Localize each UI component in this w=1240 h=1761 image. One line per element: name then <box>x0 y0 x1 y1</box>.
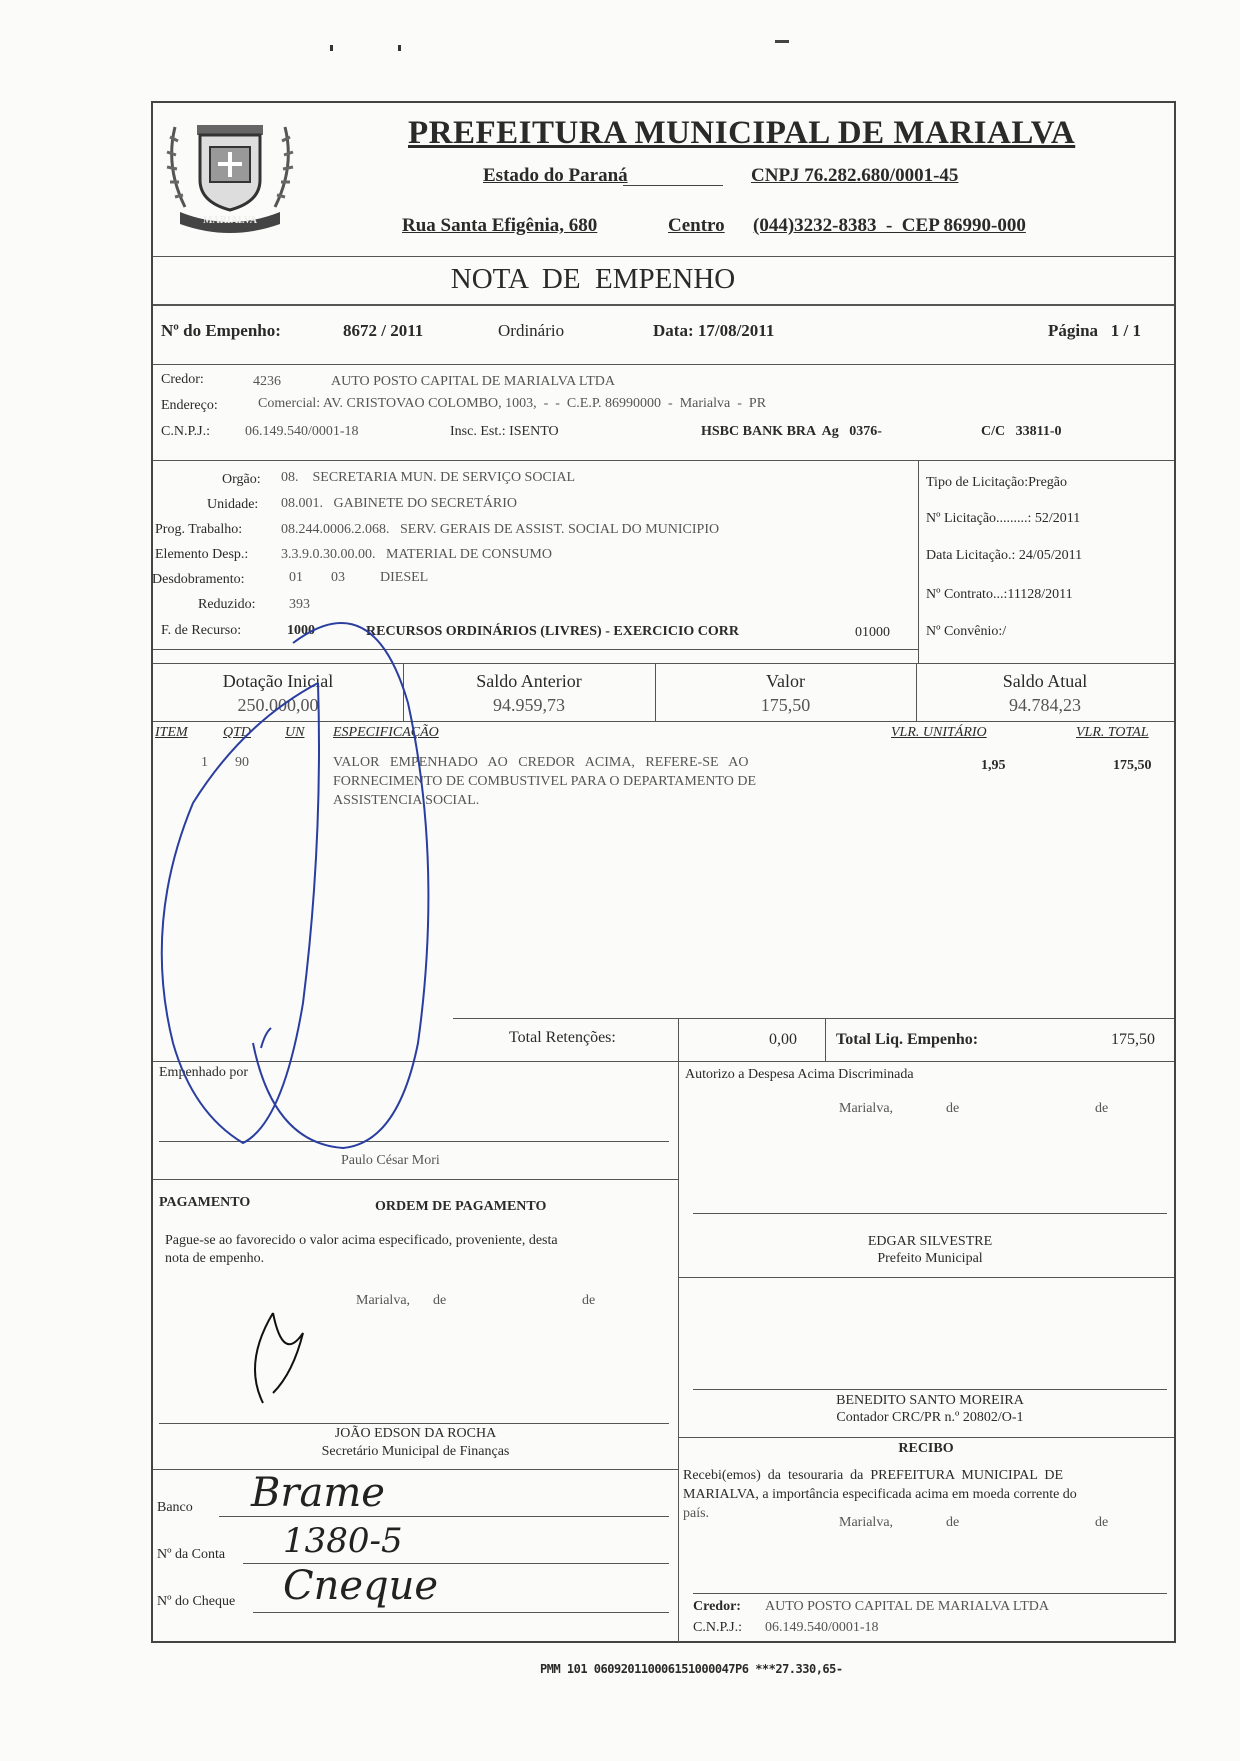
recurso-value: RECURSOS ORDINÁRIOS (LIVRES) - EXERCICIO CORR <box>366 624 739 639</box>
total-retencoes-value: 0,00 <box>769 1031 797 1048</box>
orgao-label: Orgão: <box>222 472 261 487</box>
numero-convenio: Nº Convênio:/ <box>926 624 1007 639</box>
header-phone-cep: (044)3232-8383 - CEP 86990-000 <box>753 215 1026 236</box>
item-qtd: 90 <box>235 755 249 770</box>
col-qtd: QTD <box>223 725 252 740</box>
desdobramento-value: 01 03 DIESEL <box>289 570 429 585</box>
nota-de-empenho-form <box>151 101 1176 1643</box>
scan-mark <box>330 45 333 51</box>
unidade-label: Unidade: <box>207 497 259 512</box>
recibo-de1: de <box>946 1515 960 1530</box>
autorizo-de1: de <box>946 1101 960 1116</box>
recurso-code: 1000 <box>287 623 315 638</box>
autorizo-place: Marialva, <box>839 1101 894 1116</box>
recibo-de2: de <box>1095 1515 1109 1530</box>
conta-label: Nº da Conta <box>157 1547 226 1562</box>
address-label: Endereço: <box>161 398 218 413</box>
recibo-credor-value: AUTO POSTO CAPITAL DE MARIALVA LTDA <box>765 1599 1049 1614</box>
col-vlr-unitario: VLR. UNITÁRIO <box>891 725 987 740</box>
desdobramento-label: Desdobramento: <box>152 572 245 587</box>
reduzido-value: 393 <box>289 597 310 612</box>
credor-insc: Insc. Est.: ISENTO <box>450 424 559 439</box>
empenho-number: 8672 / 2011 <box>343 321 424 340</box>
contador-name: BENEDITO SANTO MOREIRA <box>836 1393 1024 1408</box>
recibo-credor-label: Credor: <box>693 1599 741 1614</box>
item-desc-line1: VALOR EMPENHADO AO CREDOR ACIMA, REFERE-SE AO <box>333 755 749 770</box>
empenhado-label: Empenhado por <box>159 1065 249 1080</box>
pagamento-de2: de <box>582 1293 596 1308</box>
credor-code: 4236 <box>253 374 281 389</box>
contador-role: Contador CRC/PR n.º 20802/O-1 <box>836 1410 1024 1425</box>
cheque-handwritten: Cneque <box>283 1563 439 1609</box>
elemento-label: Elemento Desp.: <box>155 547 249 562</box>
pagamento-text-line1: Pague-se ao favorecido o valor acima especificado, proveniente, desta <box>165 1233 558 1248</box>
col-item: ITEM <box>155 725 188 740</box>
scan-mark <box>398 45 401 51</box>
footer-code: PMM 101 060920110006151000047P6 ***27.330,65- <box>540 1662 843 1676</box>
balance-dotacao-value: 250.000,00 <box>237 695 319 715</box>
autorizo-role: Prefeito Municipal <box>877 1251 983 1266</box>
col-un: UN <box>285 725 305 740</box>
reduzido-label: Reduzido: <box>198 597 256 612</box>
balance-valor-label: Valor <box>766 671 805 691</box>
balance-anterior-value: 94.959,73 <box>493 695 565 715</box>
item-desc-line3: ASSISTENCIA SOCIAL. <box>333 793 480 808</box>
numero-licitacao: Nº Licitação.........: 52/2011 <box>926 511 1081 526</box>
pagamento-role: Secretário Municipal de Finanças <box>321 1444 510 1459</box>
prog-label: Prog. Trabalho: <box>155 522 243 537</box>
balance-dotacao-label: Dotação Inicial <box>222 671 334 691</box>
total-liquido-value: 175,50 <box>1111 1031 1155 1048</box>
pagamento-place: Marialva, <box>356 1293 411 1308</box>
autorizo-name: EDGAR SILVESTRE <box>867 1234 993 1249</box>
recibo-cnpj-value: 06.149.540/0001-18 <box>765 1620 879 1635</box>
empenho-page: Página 1 / 1 <box>1048 321 1142 340</box>
balance-atual-label: Saldo Atual <box>1002 671 1088 691</box>
item-unit-value: 1,95 <box>981 758 1006 773</box>
header-state-line <box>623 185 723 186</box>
empenhado-name: Paulo César Mori <box>341 1153 440 1168</box>
item-total-value: 175,50 <box>1113 758 1152 773</box>
data-licitacao: Data Licitação.: 24/05/2011 <box>926 548 1083 563</box>
recibo-text-line2: MARIALVA, a importância especificada acima em moeda corrente do <box>683 1487 1077 1502</box>
balance-anterior-label: Saldo Anterior <box>476 671 582 691</box>
credor-cc: C/C 33811-0 <box>981 424 1062 439</box>
recibo-cnpj-label: C.N.P.J.: <box>693 1620 743 1635</box>
col-especificacao: ESPECIFICAÇÃO <box>333 725 439 740</box>
empenho-type: Ordinário <box>498 321 565 340</box>
recibo-place: Marialva, <box>839 1515 894 1530</box>
col-vlr-total: VLR. TOTAL <box>1076 725 1149 740</box>
credor-address: Comercial: AV. CRISTOVAO COLOMBO, 1003, - - C.E.P. 86990000 - Marialva - PR <box>258 396 767 411</box>
recibo-text-line1: Recebi(emos) da tesouraria da PREFEITURA MUNICIPAL DE <box>683 1468 1064 1483</box>
autorizo-label: Autorizo a Despesa Acima Discriminada <box>685 1067 914 1082</box>
balance-valor-value: 175,50 <box>760 695 811 715</box>
banco-handwritten: Brame <box>251 1470 385 1516</box>
balance-atual-value: 94.784,23 <box>1009 695 1081 715</box>
pagamento-name: JOÃO EDSON DA ROCHA <box>334 1426 497 1441</box>
header-title: PREFEITURA MUNICIPAL DE MARIALVA <box>408 115 1076 151</box>
credor-bank: HSBC BANK BRA Ag 0376- <box>701 424 882 439</box>
numero-contrato: Nº Contrato...:11128/2011 <box>926 587 1073 602</box>
scan-mark <box>775 40 789 43</box>
conta-handwritten: 1380-5 <box>283 1521 403 1561</box>
credor-cnpj: 06.149.540/0001-18 <box>245 424 359 439</box>
ordem-pagamento-title: ORDEM DE PAGAMENTO <box>375 1199 547 1214</box>
item-desc-line2: FORNECIMENTO DE COMBUSTIVEL PARA O DEPARTAMENTO DE <box>333 774 757 789</box>
recurso-number: 01000 <box>855 625 890 640</box>
doc-title: NOTA DE EMPENHO <box>450 263 736 295</box>
header-district: Centro <box>668 215 725 236</box>
banco-label: Banco <box>157 1500 193 1515</box>
total-retencoes-label: Total Retenções: <box>509 1029 616 1046</box>
pagamento-label: PAGAMENTO <box>159 1195 251 1210</box>
cnpj-label: C.N.P.J.: <box>161 424 211 439</box>
header-state: Estado do Paraná <box>483 165 628 186</box>
cheque-label: Nº do Cheque <box>157 1594 236 1609</box>
orgao-value: 08. SECRETARIA MUN. DE SERVIÇO SOCIAL <box>281 470 576 485</box>
municipal-crest <box>155 107 305 237</box>
credor-label: Credor: <box>161 372 204 387</box>
pagamento-de1: de <box>433 1293 447 1308</box>
recurso-label: F. de Recurso: <box>161 623 242 638</box>
unidade-value: 08.001. GABINETE DO SECRETÁRIO <box>281 496 518 511</box>
tipo-licitacao: Tipo de Licitação:Pregão <box>926 475 1068 490</box>
elemento-value: 3.3.9.0.30.00.00. MATERIAL DE CONSUMO <box>281 547 552 562</box>
empenho-label: Nº do Empenho: <box>161 321 281 340</box>
item-number: 1 <box>201 755 208 770</box>
recibo-title: RECIBO <box>898 1441 954 1456</box>
pagamento-text-line2: nota de empenho. <box>165 1251 265 1266</box>
prog-value: 08.244.0006.2.068. SERV. GERAIS DE ASSIST. SOCIAL DO MUNICIPIO <box>281 522 720 537</box>
header-cnpj: CNPJ 76.282.680/0001-45 <box>751 165 959 186</box>
credor-name: AUTO POSTO CAPITAL DE MARIALVA LTDA <box>331 374 615 389</box>
empenho-date: Data: 17/08/2011 <box>653 321 775 340</box>
autorizo-de2: de <box>1095 1101 1109 1116</box>
crest-banner: MARIALVA <box>203 215 257 226</box>
total-liquido-label: Total Liq. Empenho: <box>836 1031 979 1048</box>
header-street: Rua Santa Efigênia, 680 <box>402 215 598 236</box>
recibo-text-line3: país. <box>683 1506 710 1521</box>
